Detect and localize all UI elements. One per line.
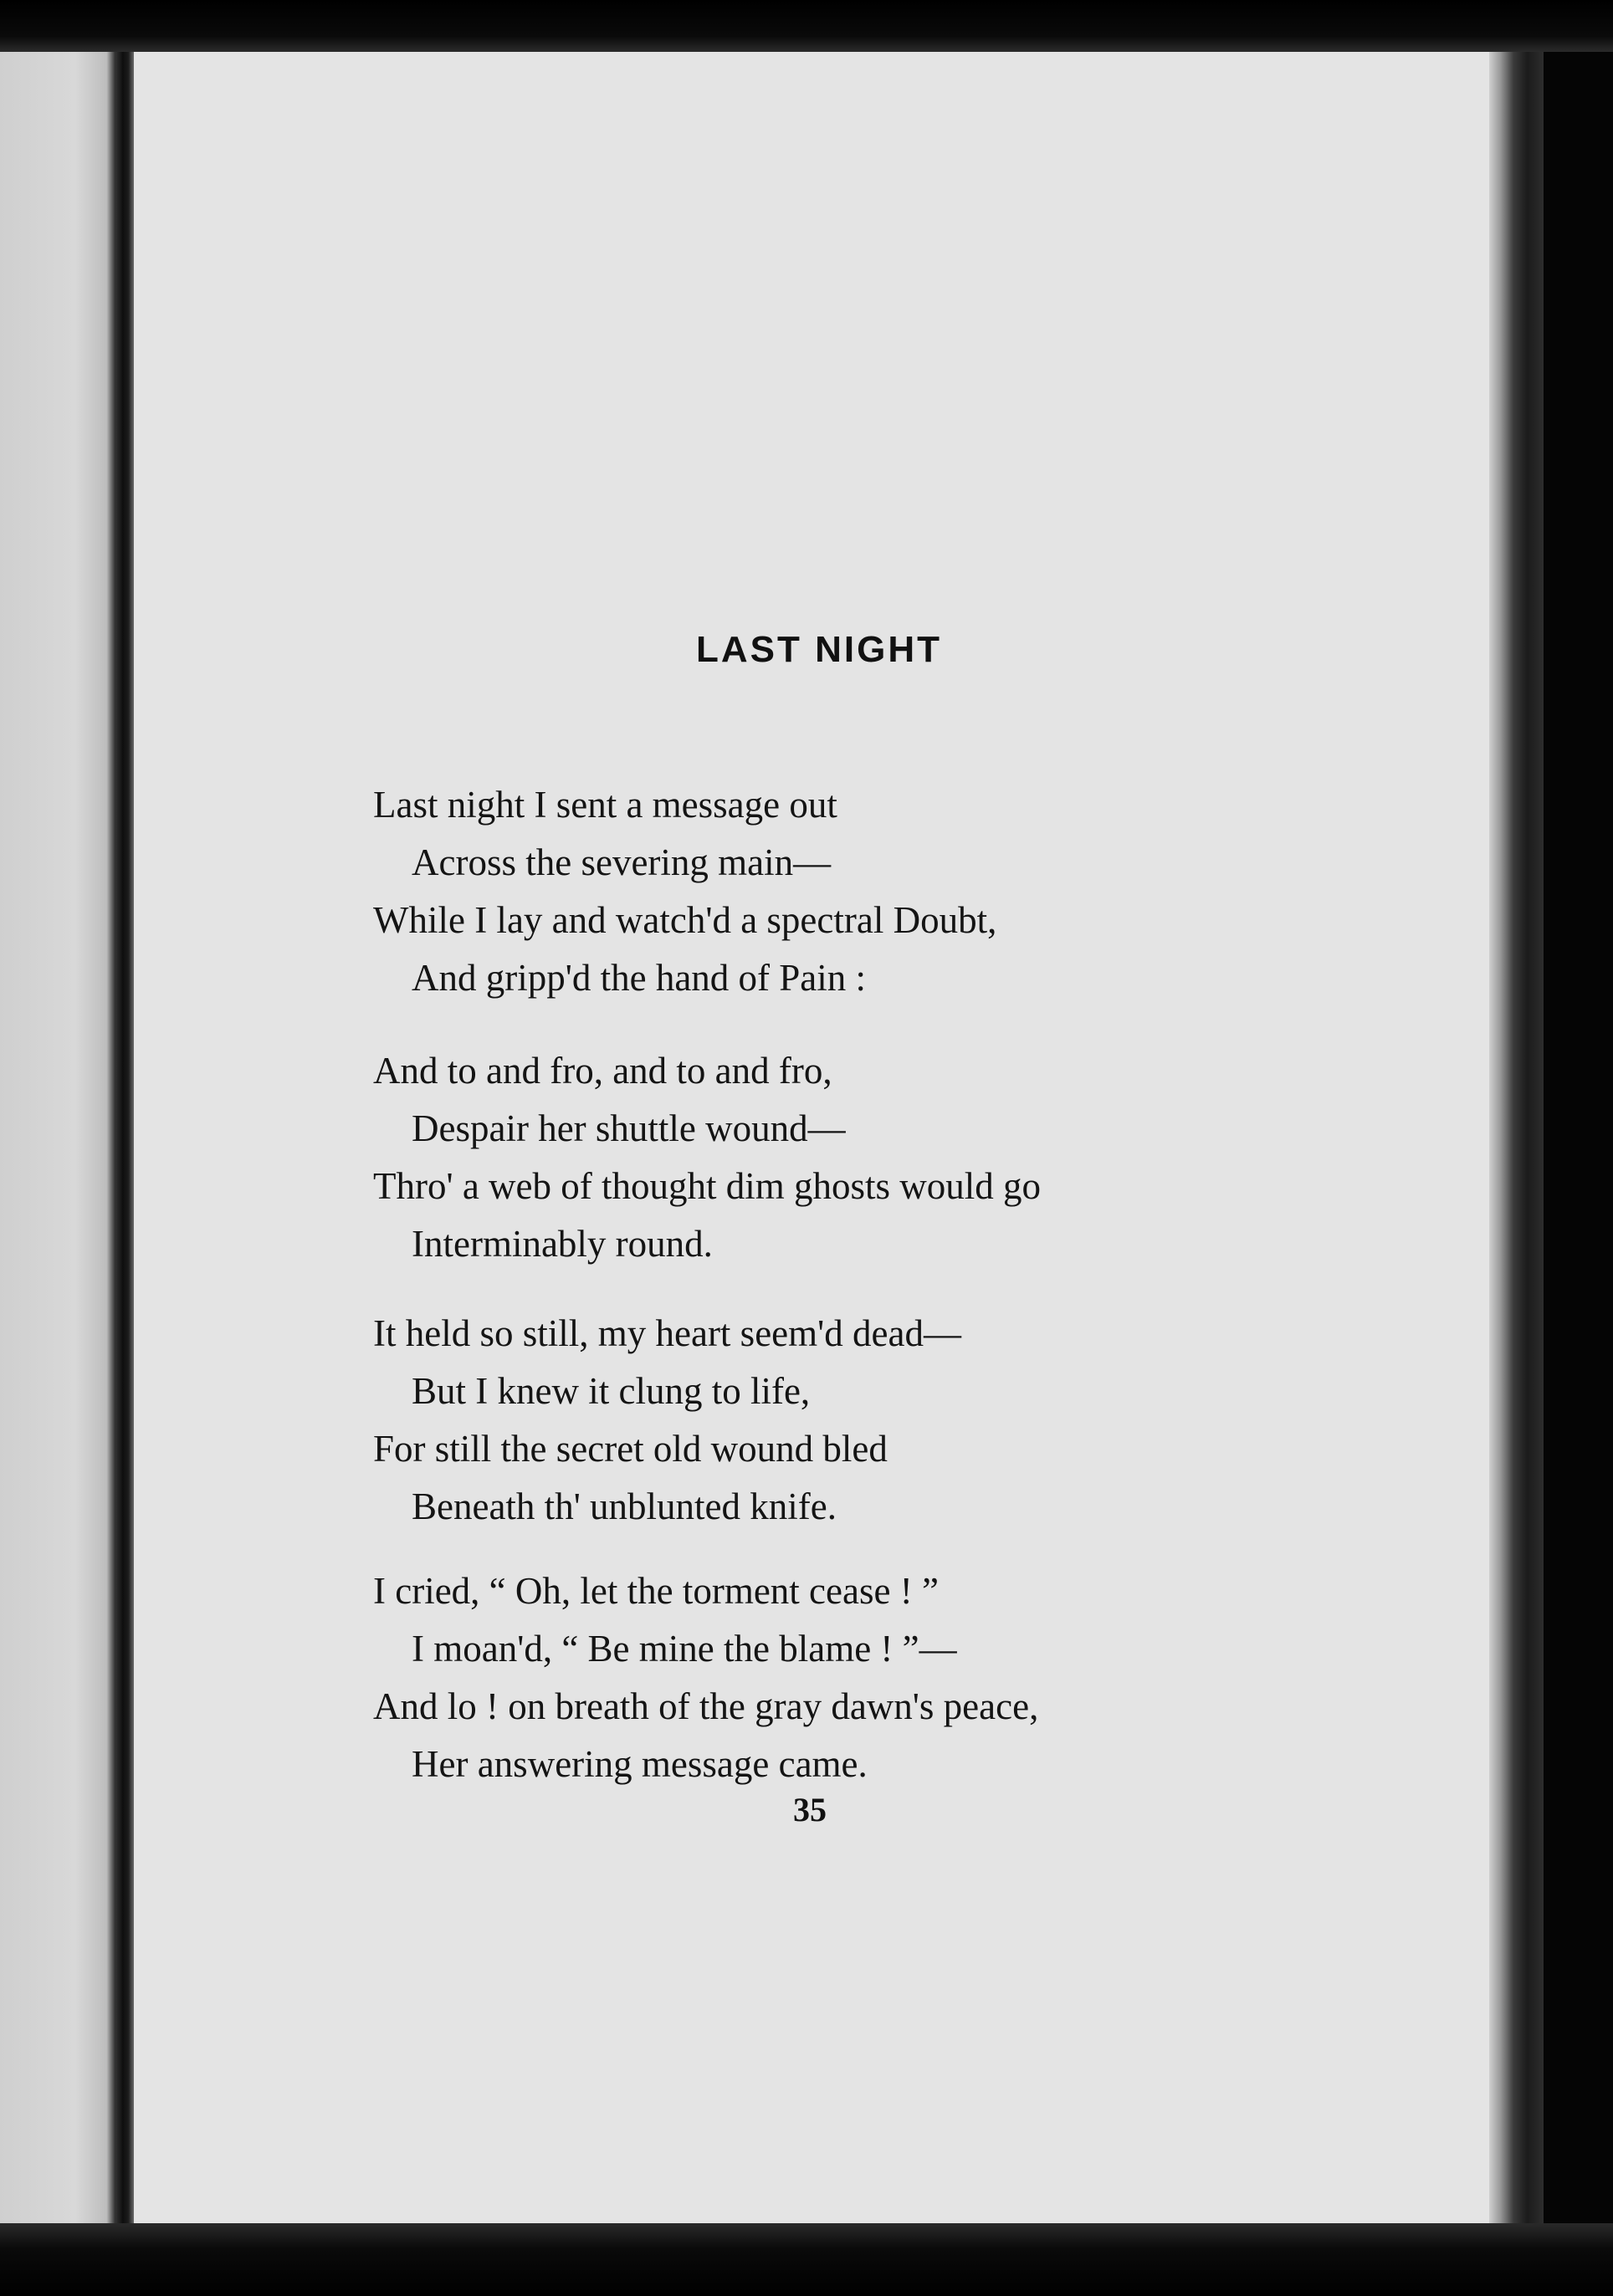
stanza-4: [373, 1562, 1210, 1793]
poem-line: I moan'd, “ Be mine the blame ! ”—: [412, 1628, 957, 1670]
poem-line: Thro' a web of thought dim ghosts would go: [373, 1165, 1042, 1207]
poem-line: While I lay and watch'd a spectral Doubt,: [373, 899, 997, 941]
poem-line: Across the severing main—: [412, 841, 832, 883]
poem-line: It held so still, my heart seem'd dead—: [373, 1312, 961, 1354]
poem-line: Her answering message came.: [412, 1743, 868, 1785]
poem-line: Beneath th' unblunted knife.: [412, 1485, 837, 1527]
poem-line: Interminably round.: [412, 1223, 713, 1265]
poem-title: LAST NIGHT: [696, 629, 942, 670]
stanza-1: [373, 776, 1210, 1007]
poem-line: And lo ! on breath of the gray dawn's peace,: [373, 1685, 1039, 1727]
stanza-3: [373, 1305, 1210, 1536]
right-page-edge: [1489, 42, 1544, 2225]
poem-line: And gripp'd the hand of Pain :: [412, 957, 867, 999]
poem-line: And to and fro, and to and fro,: [373, 1050, 832, 1092]
poem-line: But I knew it clung to life,: [412, 1370, 811, 1412]
left-page-edge: [0, 49, 125, 2232]
poem-line: Despair her shuttle wound—: [412, 1107, 846, 1149]
book-spine: [115, 49, 134, 2232]
poem-line: Last night I sent a message out: [373, 784, 837, 826]
top-scan-border: [0, 0, 1613, 52]
page-number: 35: [793, 1791, 827, 1828]
poem-line: For still the secret old wound bled: [373, 1428, 888, 1470]
bottom-scan-border: [0, 2223, 1613, 2296]
stanza-2: [373, 1042, 1210, 1273]
poem-line: I cried, “ Oh, let the torment cease ! ”: [373, 1570, 939, 1612]
